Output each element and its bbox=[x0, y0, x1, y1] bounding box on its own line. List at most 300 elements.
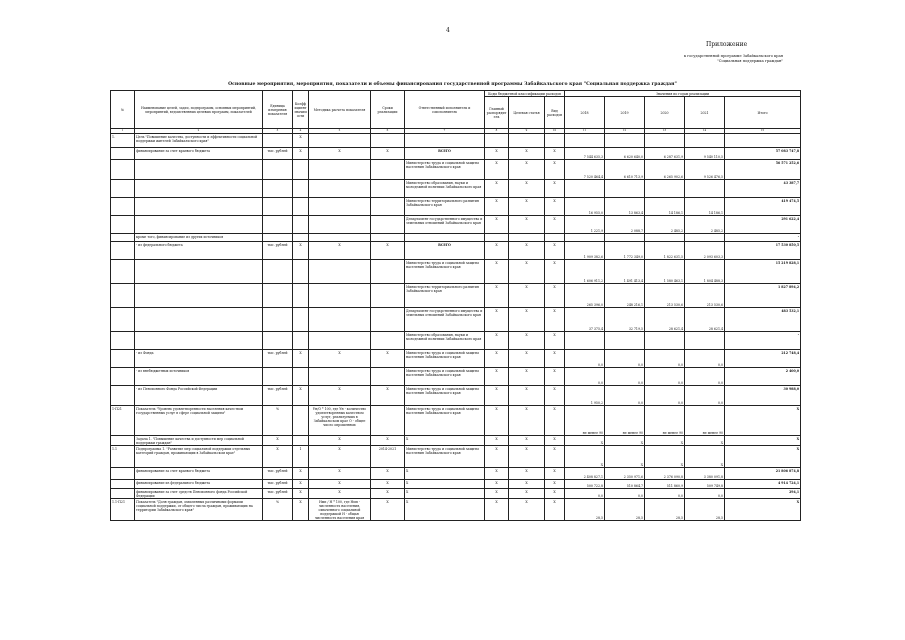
cell-no bbox=[111, 308, 135, 332]
cell-vr: X bbox=[545, 386, 565, 406]
cell-coef bbox=[293, 216, 309, 234]
cell-total: - bbox=[725, 332, 801, 350]
cell-coef: X bbox=[293, 499, 309, 521]
appendix-label: Приложение bbox=[706, 41, 748, 48]
cell-method bbox=[309, 234, 371, 242]
cell-vr: X bbox=[545, 406, 565, 436]
cell-name: Показатель "Доля граждан, охваченных различными формами социальной поддержки, от общего числа граждан, проживающих на территории Забайкальского края" bbox=[135, 499, 263, 521]
cell-y1: 28,5 bbox=[565, 499, 605, 521]
document-title: Основные мероприятия, мероприятия, показатели и объемы финансирования государственной программы Забайкальского края "Социальная поддержка граждан" bbox=[228, 82, 677, 87]
cell-term: X bbox=[371, 480, 405, 489]
header-coef: Коэффициент значимости bbox=[293, 91, 309, 129]
cell-y4: не менее 90 bbox=[685, 406, 725, 436]
cell-unit bbox=[263, 180, 293, 198]
cell-y4: 2 093 603,3 bbox=[685, 242, 725, 260]
cell-coef: X bbox=[293, 134, 309, 148]
header-total: Итого bbox=[725, 97, 801, 129]
cell-y4: 0,0 bbox=[685, 386, 725, 406]
cell-y1 bbox=[565, 234, 605, 242]
cell-method: X bbox=[309, 350, 371, 368]
cell-gr: X bbox=[485, 436, 509, 446]
cell-y3: X bbox=[645, 446, 685, 468]
cell-cs: X bbox=[509, 368, 545, 386]
header-no: № bbox=[111, 91, 135, 129]
cell-y1: не менее 90 bbox=[565, 406, 605, 436]
cell-y4: 2 485,2 bbox=[685, 216, 725, 234]
cell-resp: Министерство территориального развития Забайкальского края bbox=[405, 198, 485, 216]
cell-term bbox=[371, 284, 405, 308]
cell-unit: тыс. рублей bbox=[263, 386, 293, 406]
cell-method bbox=[309, 160, 371, 180]
cell-resp: ВСЕГО bbox=[405, 148, 485, 160]
cell-y1: 0,0 bbox=[565, 368, 605, 386]
cell-gr: X bbox=[485, 148, 509, 160]
cell-y4: 14 186,1 bbox=[685, 198, 725, 216]
cell-y2: X bbox=[605, 446, 645, 468]
table-row bbox=[111, 480, 801, 489]
cell-method bbox=[309, 332, 371, 350]
table-row bbox=[111, 216, 801, 234]
cell-name: финансирование за счет средств Пенсионного фонда Российской Федерации bbox=[135, 489, 263, 499]
cell-y1 bbox=[565, 180, 605, 198]
cell-term: 2014-2021 bbox=[371, 446, 405, 468]
cell-y4 bbox=[685, 180, 725, 198]
cell-cs bbox=[509, 134, 545, 148]
cell-y3: X bbox=[645, 436, 685, 446]
cell-y3 bbox=[645, 180, 685, 198]
cell-gr: X bbox=[485, 489, 509, 499]
header-years-group: Значения по годам реализации bbox=[565, 91, 801, 97]
cell-term: X bbox=[371, 386, 405, 406]
cell-unit bbox=[263, 198, 293, 216]
cell-method: X bbox=[309, 386, 371, 406]
cell-unit bbox=[263, 308, 293, 332]
cell-method bbox=[309, 198, 371, 216]
table-row bbox=[111, 436, 801, 446]
cell-coef bbox=[293, 284, 309, 308]
cell-total: 212 748,4 bbox=[725, 350, 801, 368]
cell-cs: X bbox=[509, 160, 545, 180]
column-number: 9 bbox=[509, 129, 545, 134]
cell-y4: 213 530,6 bbox=[685, 284, 725, 308]
cell-y2 bbox=[605, 134, 645, 148]
cell-y4: 0,0 bbox=[685, 368, 725, 386]
column-number: 6 bbox=[371, 129, 405, 134]
cell-unit bbox=[263, 260, 293, 284]
cell-vr: X bbox=[545, 332, 565, 350]
cell-term bbox=[371, 216, 405, 234]
cell-method bbox=[309, 134, 371, 148]
column-number: 14 bbox=[685, 129, 725, 134]
cell-name bbox=[135, 332, 263, 350]
column-number: 5 bbox=[309, 129, 371, 134]
cell-no: 1-П21 bbox=[111, 406, 135, 436]
cell-no bbox=[111, 436, 135, 446]
column-number: 15 bbox=[725, 129, 801, 134]
cell-coef bbox=[293, 332, 309, 350]
table-row bbox=[111, 406, 801, 436]
cell-term bbox=[371, 180, 405, 198]
cell-no bbox=[111, 234, 135, 242]
cell-no bbox=[111, 260, 135, 284]
cell-vr bbox=[545, 134, 565, 148]
cell-y1: 265 396,0 bbox=[565, 284, 605, 308]
cell-vr: X bbox=[545, 242, 565, 260]
cell-total: 43 387,7 bbox=[725, 180, 801, 198]
cell-y3: 1 822 631,5 bbox=[645, 242, 685, 260]
cell-term: X bbox=[371, 242, 405, 260]
header-resp: Ответственный исполнитель и соисполнитель bbox=[405, 91, 485, 129]
cell-vr: X bbox=[545, 499, 565, 521]
cell-no bbox=[111, 368, 135, 386]
table-row bbox=[111, 160, 801, 180]
header-cs: Целевая статья bbox=[509, 97, 545, 129]
cell-total: 57 083 747,8 bbox=[725, 148, 801, 160]
cell-coef: X bbox=[293, 489, 309, 499]
cell-name bbox=[135, 260, 263, 284]
cell-vr: X bbox=[545, 198, 565, 216]
cell-method bbox=[309, 368, 371, 386]
cell-name: - из Фонда bbox=[135, 350, 263, 368]
cell-cs: X bbox=[509, 436, 545, 446]
cell-y3: 0,0 bbox=[645, 368, 685, 386]
cell-y1: 0,0 bbox=[565, 350, 605, 368]
appendix-note-line2: "Социальная поддержка граждан" bbox=[717, 59, 783, 63]
cell-unit bbox=[263, 134, 293, 148]
table-row bbox=[111, 499, 801, 521]
cell-method bbox=[309, 216, 371, 234]
program-table bbox=[110, 90, 801, 521]
cell-coef: X bbox=[293, 480, 309, 489]
cell-coef: X bbox=[293, 468, 309, 480]
cell-unit bbox=[263, 284, 293, 308]
cell-gr: X bbox=[485, 260, 509, 284]
cell-y4: 28 621,4 bbox=[685, 308, 725, 332]
column-number: 11 bbox=[565, 129, 605, 134]
cell-y4: 0,0 bbox=[685, 489, 725, 499]
cell-name: Задача 1. "Повышение качества и доступности мер социальной поддержки граждан" bbox=[135, 436, 263, 446]
cell-vr: X bbox=[545, 160, 565, 180]
cell-y3 bbox=[645, 332, 685, 350]
cell-gr: X bbox=[485, 386, 509, 406]
cell-resp: Департамент государственного имущества и земельных отношений Забайкальского края bbox=[405, 216, 485, 234]
column-number: 7 bbox=[405, 129, 485, 134]
cell-y1: 500 722,8 bbox=[565, 480, 605, 489]
cell-no bbox=[111, 242, 135, 260]
cell-total: 56 571 252,6 bbox=[725, 160, 801, 180]
cell-cs: X bbox=[509, 332, 545, 350]
cell-term: X bbox=[371, 489, 405, 499]
cell-resp: X bbox=[405, 468, 485, 480]
cell-y3: 0,0 bbox=[645, 350, 685, 368]
cell-vr: X bbox=[545, 368, 565, 386]
cell-y3: 2 376 090,8 bbox=[645, 468, 685, 480]
header-year-2: 2019 bbox=[605, 97, 645, 129]
cell-vr: X bbox=[545, 350, 565, 368]
cell-resp: Министерство труда и социальной защиты населения Забайкальского края bbox=[405, 260, 485, 284]
cell-cs: X bbox=[509, 446, 545, 468]
cell-term bbox=[371, 406, 405, 436]
cell-y2 bbox=[605, 180, 645, 198]
table-row bbox=[111, 350, 801, 368]
table-row bbox=[111, 134, 801, 148]
cell-term bbox=[371, 160, 405, 180]
cell-total: 483 532,1 bbox=[725, 308, 801, 332]
cell-y1: X bbox=[565, 446, 605, 468]
cell-unit: % bbox=[263, 499, 293, 521]
cell-y4: 9 540 110,5 bbox=[685, 148, 725, 160]
cell-unit: тыс. рублей bbox=[263, 242, 293, 260]
cell-cs: X bbox=[509, 386, 545, 406]
cell-y1 bbox=[565, 134, 605, 148]
cell-method: X bbox=[309, 242, 371, 260]
table-row bbox=[111, 386, 801, 406]
cell-name bbox=[135, 180, 263, 198]
cell-y2: 6 610 713,9 bbox=[605, 160, 645, 180]
cell-vr bbox=[545, 234, 565, 242]
cell-cs bbox=[509, 234, 545, 242]
cell-total: 15 219 828,1 bbox=[725, 260, 801, 284]
header-gr: Главный распорядитель bbox=[485, 97, 509, 129]
cell-term bbox=[371, 308, 405, 332]
cell-y3: 28 621,4 bbox=[645, 308, 685, 332]
cell-cs: X bbox=[509, 350, 545, 368]
cell-vr: X bbox=[545, 436, 565, 446]
cell-no bbox=[111, 216, 135, 234]
table-row bbox=[111, 468, 801, 480]
cell-gr: X bbox=[485, 468, 509, 480]
cell-no bbox=[111, 489, 135, 499]
table-row bbox=[111, 308, 801, 332]
cell-no bbox=[111, 284, 135, 308]
cell-method: X bbox=[309, 480, 371, 489]
header-budget-group: Коды бюджетной классификации расходов bbox=[485, 91, 565, 97]
cell-total: 294,1 bbox=[725, 489, 801, 499]
cell-unit bbox=[263, 160, 293, 180]
cell-vr: X bbox=[545, 489, 565, 499]
cell-resp: Министерство образования, науки и молодежной политики Забайкальского края bbox=[405, 332, 485, 350]
cell-y2: 13 863,4 bbox=[605, 198, 645, 216]
column-number: 3 bbox=[263, 129, 293, 134]
cell-coef: X bbox=[293, 386, 309, 406]
cell-gr: X bbox=[485, 180, 509, 198]
cell-resp: Министерство труда и социальной защиты населения Забайкальского края bbox=[405, 368, 485, 386]
cell-method: X bbox=[309, 446, 371, 468]
cell-vr: X bbox=[545, 216, 565, 234]
cell-method bbox=[309, 284, 371, 308]
cell-total: - bbox=[725, 234, 801, 242]
cell-resp bbox=[405, 234, 485, 242]
cell-method bbox=[309, 308, 371, 332]
table-row bbox=[111, 148, 801, 160]
cell-name: финансирование за счет краевого бюджета bbox=[135, 148, 263, 160]
cell-no bbox=[111, 386, 135, 406]
cell-term bbox=[371, 260, 405, 284]
cell-unit: тыс. рублей bbox=[263, 468, 293, 480]
cell-y1: 1 606 911,2 bbox=[565, 260, 605, 284]
cell-y2: 1 772 349,0 bbox=[605, 242, 645, 260]
cell-unit: тыс. рублей bbox=[263, 489, 293, 499]
cell-y3: 1 580 463,1 bbox=[645, 260, 685, 284]
cell-term bbox=[371, 134, 405, 148]
cell-cs: X bbox=[509, 468, 545, 480]
cell-y2: 2 350 971,6 bbox=[605, 468, 645, 480]
cell-no bbox=[111, 148, 135, 160]
cell-total: 419 474,5 bbox=[725, 198, 801, 216]
cell-name bbox=[135, 284, 263, 308]
cell-coef bbox=[293, 308, 309, 332]
column-number: 1 bbox=[111, 129, 135, 134]
cell-gr: X bbox=[485, 198, 509, 216]
cell-y4: 0,0 bbox=[685, 350, 725, 368]
cell-name: Подпрограмма 1. "Развитие мер социальной поддержки отдельных категорий граждан, проживающих в Забайкальском крае" bbox=[135, 446, 263, 468]
cell-cs: X bbox=[509, 499, 545, 521]
cell-y4: X bbox=[685, 446, 725, 468]
cell-y2: 2 088,7 bbox=[605, 216, 645, 234]
cell-unit: тыс. рублей bbox=[263, 350, 293, 368]
cell-unit: X bbox=[263, 436, 293, 446]
cell-resp: Министерство труда и социальной защиты населения Забайкальского края bbox=[405, 350, 485, 368]
cell-y3: 511 860,9 bbox=[645, 480, 685, 489]
cell-total: 17 530 850,5 bbox=[725, 242, 801, 260]
cell-no bbox=[111, 198, 135, 216]
cell-y3 bbox=[645, 234, 685, 242]
table-row bbox=[111, 234, 801, 242]
cell-resp: X bbox=[405, 480, 485, 489]
cell-method bbox=[309, 260, 371, 284]
cell-cs: X bbox=[509, 216, 545, 234]
column-number: 12 bbox=[605, 129, 645, 134]
cell-coef: X bbox=[293, 148, 309, 160]
cell-coef bbox=[293, 436, 309, 446]
cell-name bbox=[135, 198, 263, 216]
cell-unit: % bbox=[263, 406, 293, 436]
cell-y3: 213 530,6 bbox=[645, 284, 685, 308]
table-row bbox=[111, 198, 801, 216]
cell-vr: X bbox=[545, 446, 565, 468]
cell-resp: X bbox=[405, 436, 485, 446]
cell-y2: 510 864,7 bbox=[605, 480, 645, 489]
cell-gr bbox=[485, 234, 509, 242]
cell-no bbox=[111, 332, 135, 350]
cell-resp bbox=[405, 134, 485, 148]
cell-y3: 6 287 631,9 bbox=[645, 148, 685, 160]
header-vr: Вид расходов bbox=[545, 97, 565, 129]
cell-method: X bbox=[309, 489, 371, 499]
cell-y2: 0,0 bbox=[605, 386, 645, 406]
cell-method: X bbox=[309, 148, 371, 160]
cell-name: кроме того, финансирование из других источников bbox=[135, 234, 263, 242]
cell-y2: 1 491 413,4 bbox=[605, 260, 645, 284]
cell-resp: X bbox=[405, 499, 485, 521]
cell-total: X bbox=[725, 446, 801, 468]
cell-method: X bbox=[309, 436, 371, 446]
cell-cs: X bbox=[509, 180, 545, 198]
cell-total: X bbox=[725, 406, 801, 436]
cell-term: X bbox=[371, 148, 405, 160]
cell-total: X bbox=[725, 436, 801, 446]
column-number: 10 bbox=[545, 129, 565, 134]
table-body bbox=[111, 134, 801, 521]
header-year-4: 2021 bbox=[685, 97, 725, 129]
cell-y4: 3 380 091,8 bbox=[685, 468, 725, 480]
cell-y1: 16 955,0 bbox=[565, 198, 605, 216]
cell-coef bbox=[293, 368, 309, 386]
header-term: Сроки реализации bbox=[371, 91, 405, 129]
cell-total: 21 806 874,8 bbox=[725, 468, 801, 480]
cell-y3: 2 485,2 bbox=[645, 216, 685, 234]
cell-y3 bbox=[645, 134, 685, 148]
cell-cs: X bbox=[509, 406, 545, 436]
cell-method bbox=[309, 180, 371, 198]
cell-cs: X bbox=[509, 198, 545, 216]
cell-y1: 1 950,2 bbox=[565, 386, 605, 406]
table-row bbox=[111, 368, 801, 386]
cell-y1: 1 221,9 bbox=[565, 216, 605, 234]
cell-y1: 2 408 827,1 bbox=[565, 468, 605, 480]
cell-total: X bbox=[725, 499, 801, 521]
cell-coef bbox=[293, 180, 309, 198]
cell-cs: X bbox=[509, 148, 545, 160]
cell-method: X bbox=[309, 468, 371, 480]
cell-resp: Министерство труда и социальной защиты населения Забайкальского края bbox=[405, 386, 485, 406]
column-number: 4 bbox=[293, 129, 309, 134]
cell-term: X bbox=[371, 436, 405, 446]
cell-gr: X bbox=[485, 284, 509, 308]
cell-name: финансирование из федерального бюджета bbox=[135, 480, 263, 489]
cell-y2 bbox=[605, 234, 645, 242]
page-number: 4 bbox=[446, 27, 450, 34]
cell-vr: X bbox=[545, 284, 565, 308]
cell-cs: X bbox=[509, 242, 545, 260]
cell-coef bbox=[293, 234, 309, 242]
cell-resp: Департамент государственного имущества и земельных отношений Забайкальского края bbox=[405, 308, 485, 332]
cell-y1: 37 375,4 bbox=[565, 308, 605, 332]
cell-vr: X bbox=[545, 260, 565, 284]
cell-y4: 1 804 488,3 bbox=[685, 260, 725, 284]
cell-cs: X bbox=[509, 284, 545, 308]
cell-gr: X bbox=[485, 368, 509, 386]
cell-y4 bbox=[685, 234, 725, 242]
cell-name: - из федерального бюджета bbox=[135, 242, 263, 260]
cell-unit bbox=[263, 332, 293, 350]
cell-name bbox=[135, 160, 263, 180]
table-row bbox=[111, 260, 801, 284]
cell-term bbox=[371, 332, 405, 350]
cell-y4: 28,5 bbox=[685, 499, 725, 521]
table-row bbox=[111, 242, 801, 260]
cell-coef bbox=[293, 160, 309, 180]
cell-total: 291 622,4 bbox=[725, 216, 801, 234]
cell-total: 2 400,0 bbox=[725, 368, 801, 386]
column-number: 13 bbox=[645, 129, 685, 134]
table-row bbox=[111, 332, 801, 350]
cell-vr: X bbox=[545, 308, 565, 332]
cell-no: 1.1 bbox=[111, 446, 135, 468]
cell-resp: Министерство образования, науки и молодежной политики Забайкальского края bbox=[405, 180, 485, 198]
cell-method: Ун/О * 100, где Ун - количество удовлетворенных качеством услуг, реализуемых в Забайкальском крае О - общее число опрошенных bbox=[309, 406, 371, 436]
cell-no bbox=[111, 180, 135, 198]
cell-resp: Министерство труда и социальной защиты населения Забайкальского края bbox=[405, 446, 485, 468]
cell-resp: X bbox=[405, 489, 485, 499]
cell-cs: X bbox=[509, 308, 545, 332]
cell-y2: 6 620 640,0 bbox=[605, 148, 645, 160]
cell-vr: X bbox=[545, 148, 565, 160]
cell-unit: тыс. рублей bbox=[263, 148, 293, 160]
cell-y2: 0,0 bbox=[605, 368, 645, 386]
cell-y4: X bbox=[685, 436, 725, 446]
cell-resp: Министерство территориального развития Забайкальского края bbox=[405, 284, 485, 308]
